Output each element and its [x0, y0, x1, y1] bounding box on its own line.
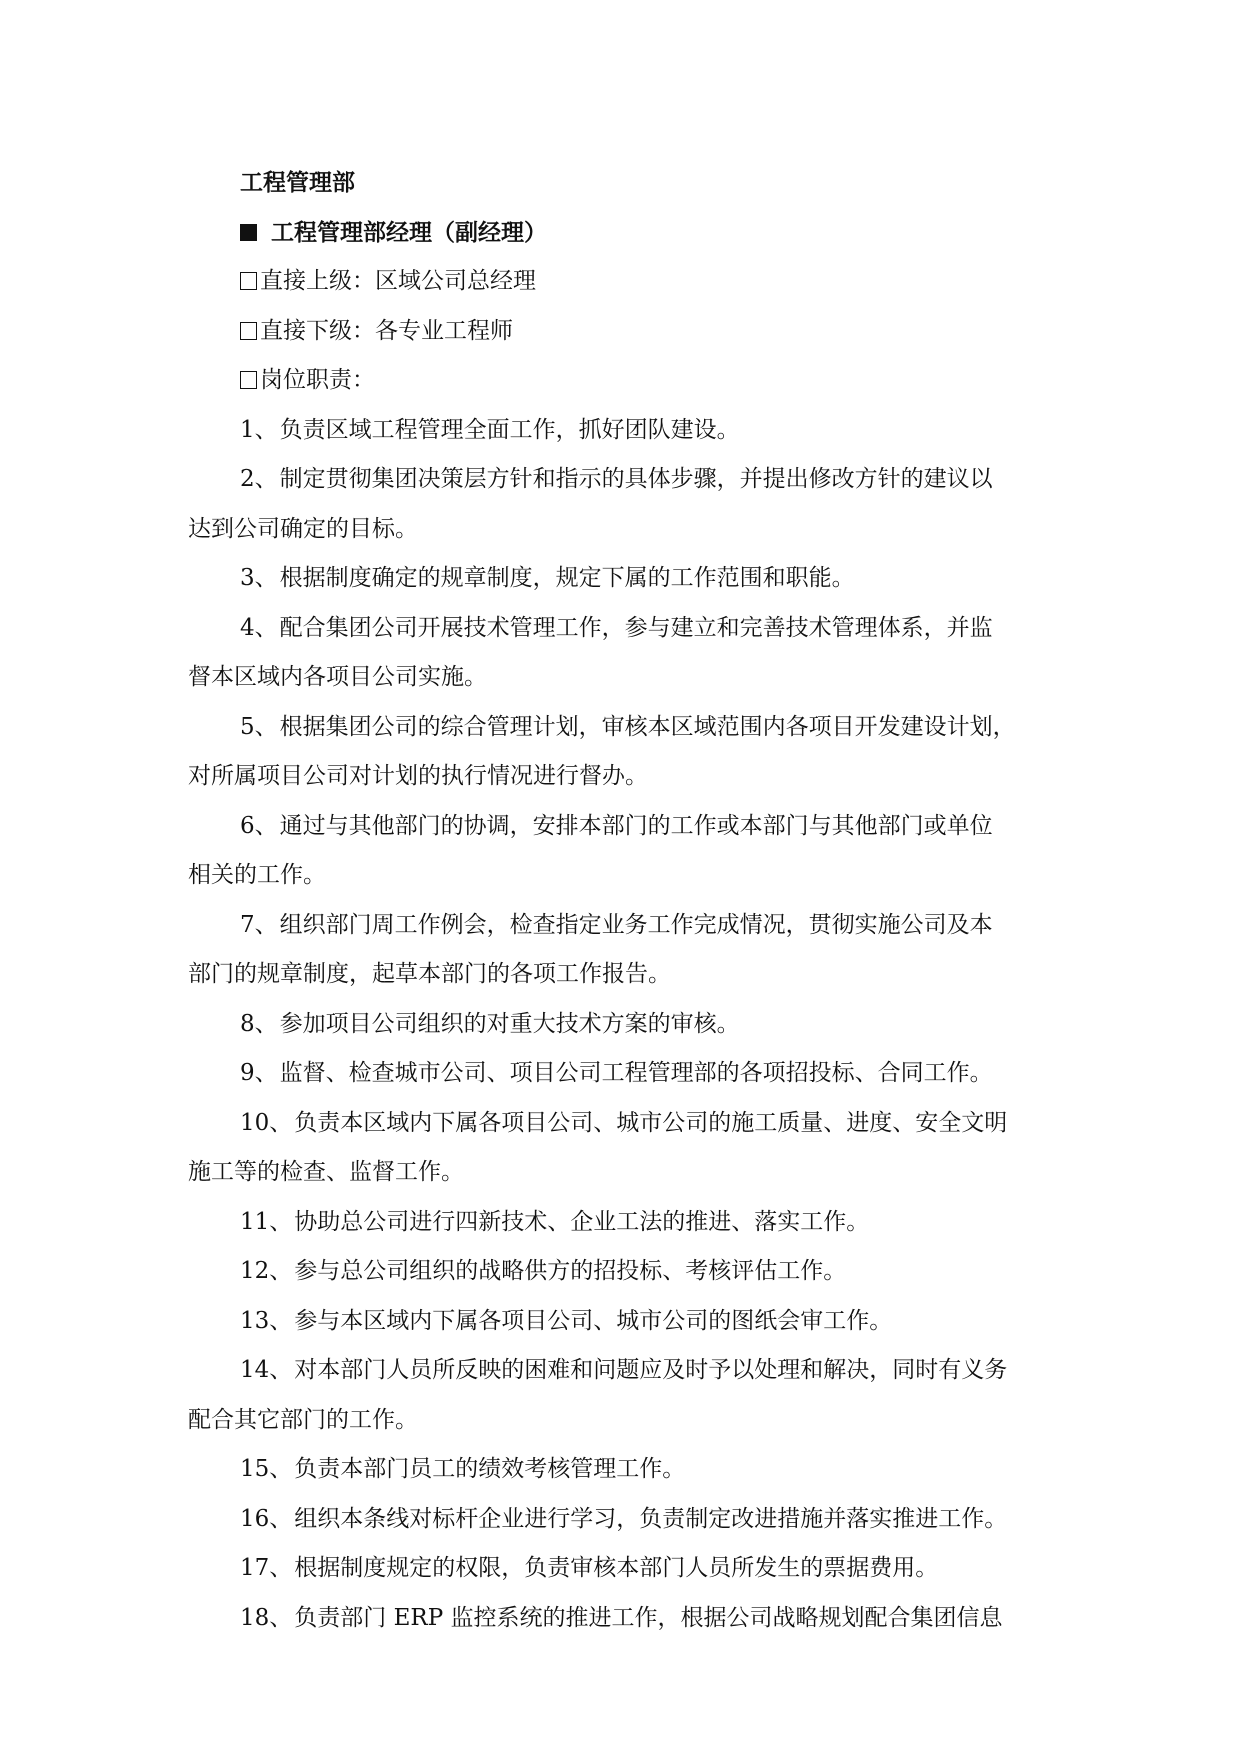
field-value: 各专业工程师 [375, 317, 513, 344]
duty-item-continuation [188, 653, 1053, 703]
duty-text: 配合其它部门的工作。 [188, 1406, 418, 1433]
duty-text: 根据集团公司的综合管理计划，审核本区域范围内各项目开发建设计划， [279, 713, 1016, 740]
duty-text: 对本部门人员所反映的困难和问题应及时予以处理和解决，同时有义务 [294, 1357, 1008, 1383]
field-label: 直接上级： [260, 268, 375, 294]
checkbox-icon [240, 371, 257, 389]
duty-text: 制定贯彻集团决策层方针和指示的具体步骤，并提出修改方针的建议以 [279, 466, 993, 492]
duty-list [188, 406, 1053, 1644]
duty-text: 参与总公司组织的战略供方的招投标、考核评估工作。 [294, 1258, 847, 1284]
duty-number: 8、 [240, 1010, 278, 1037]
duty-text: 达到公司确定的目标。 [188, 515, 418, 542]
duty-number: 14、 [240, 1357, 293, 1383]
duty-item [188, 1099, 1053, 1149]
duty-number: 3、 [240, 565, 278, 591]
duty-number: 6、 [240, 812, 278, 839]
duty-text: 根据制度确定的规章制度，规定下属的工作范围和职能。 [279, 565, 855, 591]
duty-item [188, 604, 1053, 654]
duty-text: 负责部门 ERP 监控系统的推进工作，根据公司战略规划配合集团信息 [294, 1604, 1003, 1631]
field-label: 岗位职责： [260, 367, 375, 393]
duty-item-continuation [188, 505, 1053, 555]
duty-number: 10、 [240, 1109, 293, 1136]
duty-item-continuation [188, 752, 1053, 802]
duty-text: 参加项目公司组织的对重大技术方案的审核。 [279, 1010, 740, 1037]
duty-number: 1、 [240, 416, 278, 443]
duty-number: 5、 [240, 713, 278, 740]
duty-text: 协助总公司进行四新技术、企业工法的推进、落实工作。 [294, 1208, 870, 1235]
duty-item-continuation [188, 1148, 1053, 1198]
field-responsibilities [188, 356, 1053, 406]
position-title: 工程管理部经理（副经理） [271, 218, 547, 246]
checkbox-icon [240, 322, 257, 340]
duty-text: 通过与其他部门的协调，安排本部门的工作或本部门与其他部门或单位 [279, 812, 993, 839]
duty-number: 15、 [240, 1456, 293, 1482]
duty-item [188, 1247, 1053, 1297]
duty-text: 组织部门周工作例会，检查指定业务工作完成情况，贯彻实施公司及本 [279, 911, 993, 938]
duty-item [188, 901, 1053, 951]
duty-text: 组织本条线对标杆企业进行学习，负责制定改进措施并落实推进工作。 [294, 1505, 1008, 1532]
duty-number: 12、 [240, 1258, 293, 1284]
duty-text: 对所属项目公司对计划的执行情况进行督办。 [188, 763, 648, 789]
field-subordinates [188, 307, 1053, 357]
duty-item [188, 1049, 1053, 1099]
duty-number: 13、 [240, 1307, 293, 1334]
duty-item [188, 554, 1053, 604]
duty-text: 根据制度规定的权限，负责审核本部门人员所发生的票据费用。 [294, 1555, 939, 1581]
duty-text: 监督、检查城市公司、项目公司工程管理部的各项招投标、合同工作。 [279, 1060, 993, 1086]
duty-item-continuation [188, 1396, 1053, 1446]
duty-text: 部门的规章制度，起草本部门的各项工作报告。 [188, 961, 671, 987]
checkbox-icon [240, 272, 257, 290]
duty-number: 2、 [240, 466, 278, 492]
duty-item [188, 1297, 1053, 1347]
document-body [188, 158, 1053, 1643]
duty-item [188, 1198, 1053, 1248]
duty-number: 11、 [240, 1208, 293, 1235]
duty-number: 17、 [240, 1555, 293, 1581]
duty-text: 参与本区域内下属各项目公司、城市公司的图纸会审工作。 [294, 1307, 893, 1334]
duty-item [188, 455, 1053, 505]
duty-number: 7、 [240, 911, 278, 938]
duty-number: 16、 [240, 1505, 293, 1532]
duty-text: 相关的工作。 [188, 862, 326, 888]
field-value: 区域公司总经理 [375, 268, 536, 294]
duty-item [188, 406, 1053, 456]
duty-item [188, 802, 1053, 852]
square-bullet-icon [240, 224, 257, 241]
duty-number: 18、 [240, 1604, 293, 1631]
duty-text: 负责本区域内下属各项目公司、城市公司的施工质量、进度、安全文明 [294, 1109, 1008, 1136]
duty-item-continuation [188, 851, 1053, 901]
duty-item [188, 1445, 1053, 1495]
field-label: 直接下级： [260, 317, 375, 344]
duty-item [188, 1544, 1053, 1594]
duty-text: 负责区域工程管理全面工作，抓好团队建设。 [279, 416, 740, 443]
duty-text: 负责本部门员工的绩效考核管理工作。 [294, 1456, 686, 1482]
duty-item [188, 1000, 1053, 1050]
duty-text: 配合集团公司开展技术管理工作，参与建立和完善技术管理体系，并监 [279, 614, 993, 641]
duty-text: 施工等的检查、监督工作。 [188, 1159, 464, 1185]
section-title: 工程管理部 [240, 169, 355, 196]
duty-number: 9、 [240, 1060, 278, 1086]
duty-item [188, 1346, 1053, 1396]
position-heading [188, 208, 1053, 258]
duty-item [188, 703, 1053, 753]
duty-number: 4、 [240, 614, 278, 641]
duty-item [188, 1594, 1053, 1644]
duty-item [188, 1495, 1053, 1545]
duty-text: 督本区域内各项目公司实施。 [188, 664, 487, 690]
duty-item-continuation [188, 950, 1053, 1000]
field-supervisor [188, 257, 1053, 307]
